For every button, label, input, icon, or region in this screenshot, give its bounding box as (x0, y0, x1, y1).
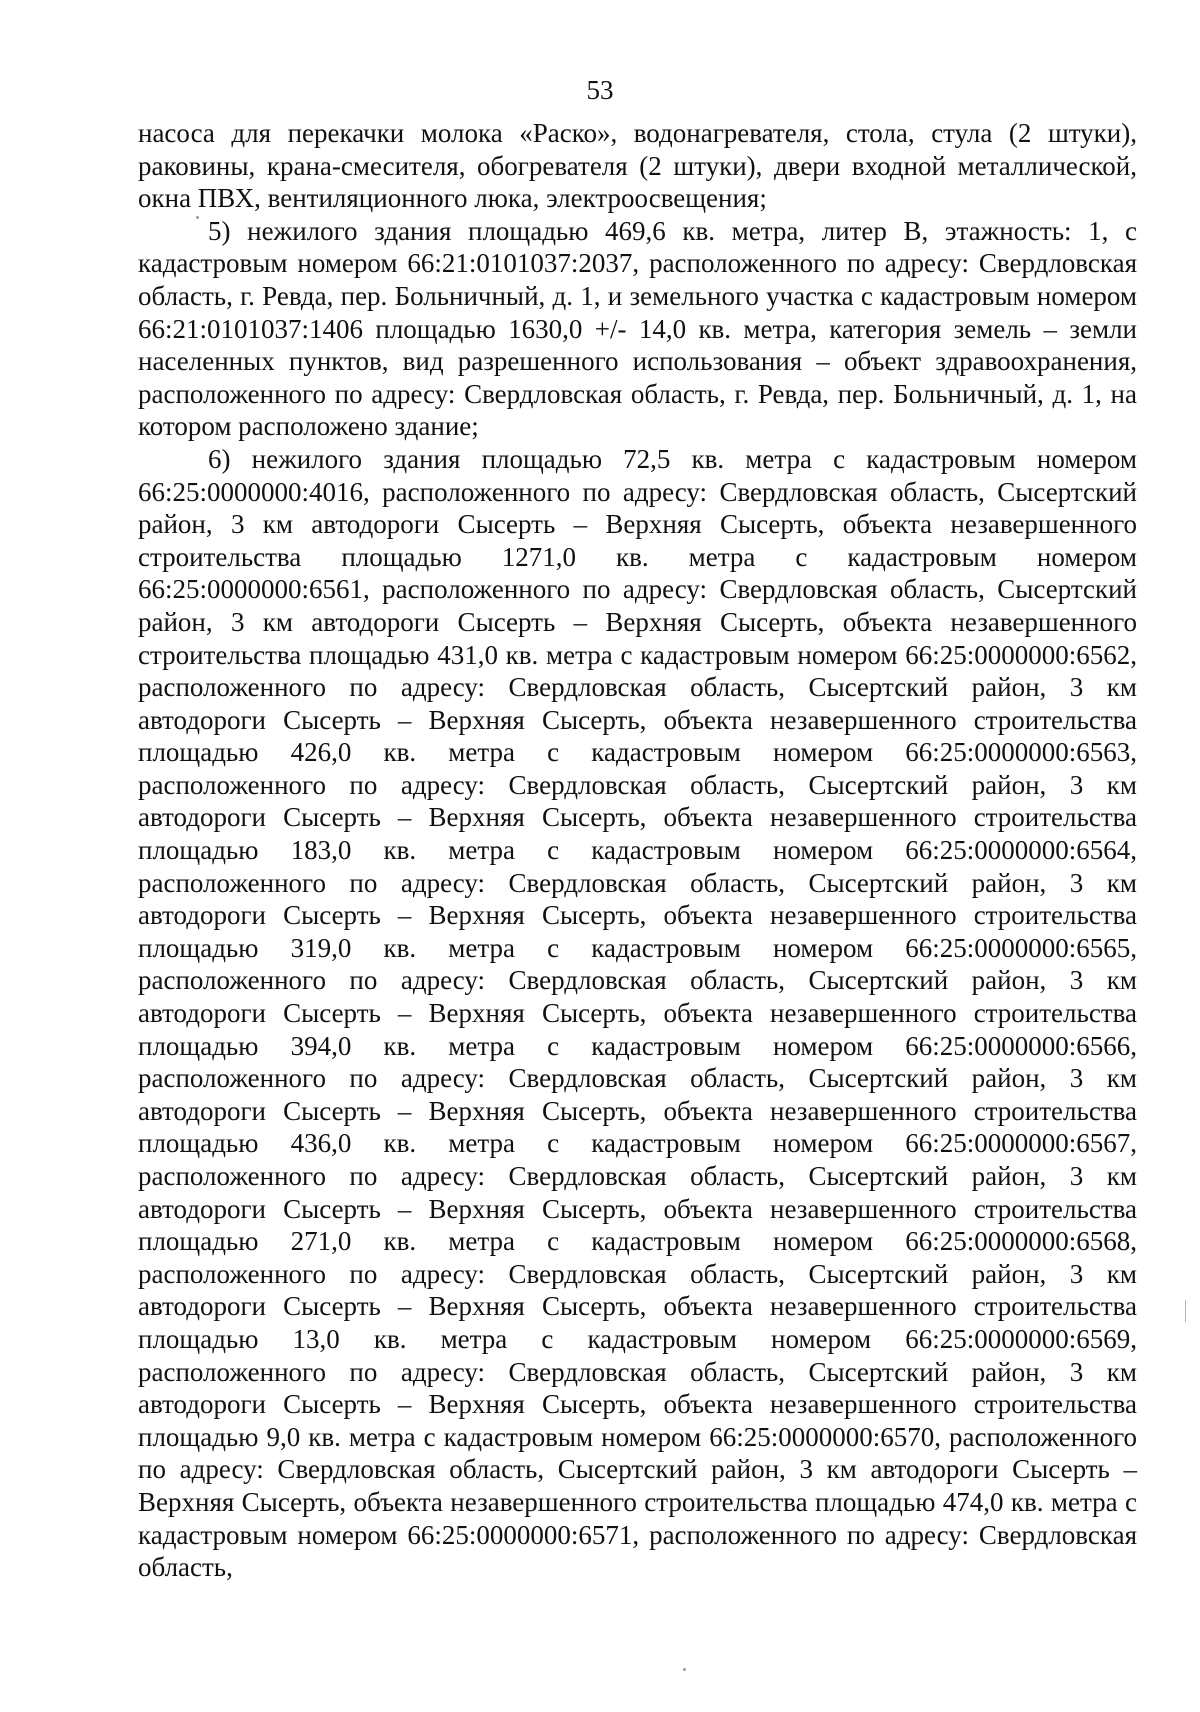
paragraph-item-6: 6) нежилого здания площадью 72,5 кв. метра с кадастровым номером 66:25:0000000:4016, расположенного по адресу: Свердловская область, Сысертский район, 3 км автодороги Сысерть – Верхняя Сысерть, объекта незавершенного строительства площадью 1271,0 кв. метра с кадастровым номером 66:25:0000000:6561, расположенного по адресу: Свердловская область, Сысертский район, 3 км автодороги Сысерть – Верхняя Сысерть, объекта незавершенного строительства площадью 431,0 кв. метра с кадастровым номером 66:25:0000000:6562, расположенного по адресу: Свердловская область, Сысертский район, 3 км автодороги Сысерть – Верхняя Сысерть, объекта незавершенного строительства площадью 426,0 кв. метра с кадастровым номером 66:25:0000000:6563, расположенного по адресу: Свердловская область, Сысертский район, 3 км автодороги Сысерть – Верхняя Сысерть, объекта незавершенного строительства площадью 183,0 кв. метра с кадастровым номером 66:25:0000000:6564, расположенного по адресу: Свердловская область, Сысертский район, 3 км автодороги Сысерть – Верхняя Сысерть, объекта незавершенного строительства площадью 319,0 кв. метра с кадастровым номером 66:25:0000000:6565, расположенного по адресу: Свердловская область, Сысертский район, 3 км автодороги Сысерть – Верхняя Сысерть, объекта незавершенного строительства площадью 394,0 кв. метра с кадастровым номером 66:25:0000000:6566, расположенного по адресу: Свердловская область, Сысертский район, 3 км автодороги Сысерть – Верхняя Сысерть, объекта незавершенного строительства площадью 436,0 кв. метра с кадастровым номером 66:25:0000000:6567, расположенного по адресу: Свердловская область, Сысертский район, 3 км автодороги Сысерть – Верхняя Сысерть, объекта незавершенного строительства площадью 271,0 кв. метра с кадастровым номером 66:25:0000000:6568, расположенного по адресу: Свердловская область, Сысертский район, 3 км автодороги Сысерть – Верхняя Сысерть, объекта незавершенного строительства площадью 13,0 кв. метра с кадастровым номером 66:25:0000000:6569, расположенного по адресу: Свердловская область, Сысертский район, 3 км автодороги Сысерть – Верхняя Сысерть, объекта незавершенного строительства площадью 9,0 кв. метра с кадастровым номером 66:25:0000000:6570, расположенного по адресу: Свердловская область, Сысертский район, 3 км автодороги Сысерть – Верхняя Сысерть, объекта незавершенного строительства площадью 474,0 кв. метра с кадастровым номером 66:25:0000000:6571, расположенного по адресу: Свердловская область, (138, 443, 1137, 1583)
scan-artifact-mark (1185, 1300, 1186, 1322)
scan-artifact-dot (683, 1668, 686, 1671)
page-number: 53 (586, 75, 614, 105)
paragraph-continuation: насоса для перекачки молока «Раско», водонагревателя, стола, стула (2 штуки), раковины, крана-смесителя, обогревателя (2 штуки), двери входной металлической, окна ПВХ, вентиляционного люка, электроосвещения; (138, 118, 1137, 214)
document-body (138, 117, 1137, 1584)
paragraph-item-5: 5) нежилого здания площадью 469,6 кв. метра, литер В, этажность: 1, с кадастровым номером 66:21:0101037:2037, расположенного по адресу: Свердловская область, г. Ревда, пер. Больничный, д. 1, и земельного участка с кадастровым номером 66:21:0101037:1406 площадью 1630,0 +/- 14,0 кв. метра, категория земель – земли населенных пунктов, вид разрешенного использования – объект здравоохранения, расположенного по адресу: Свердловская область, г. Ревда, пер. Больничный, д. 1, на котором расположено здание; (138, 215, 1137, 442)
scan-artifact-dot (196, 216, 199, 219)
